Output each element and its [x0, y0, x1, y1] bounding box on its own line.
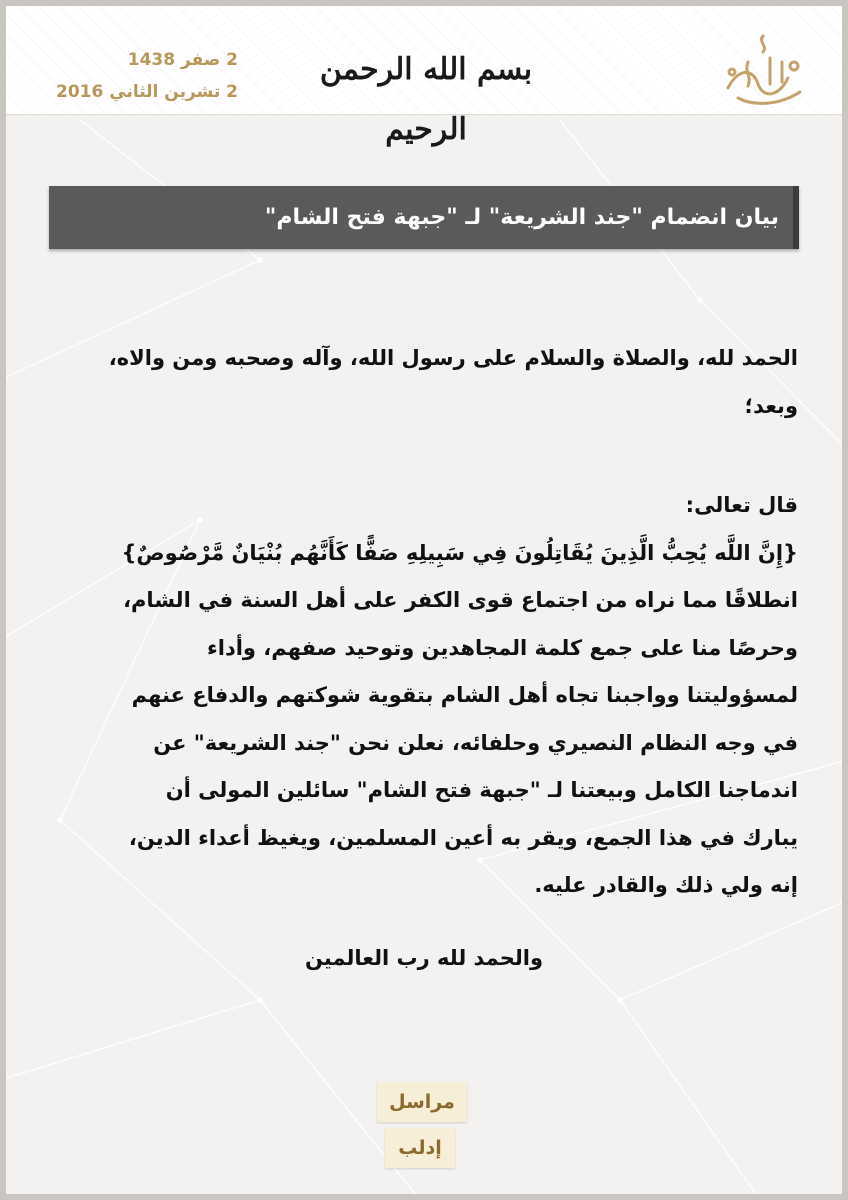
date-gregorian: 2 تشرين الثاني 2016: [56, 82, 238, 102]
letterhead: [6, 6, 842, 147]
location-badge: إدلب: [385, 1128, 455, 1168]
quran-verse: {إِنَّ اللَّه يُحِبُّ الَّذِينَ يُقَاتِلُونَ فِي سَبِيلِهِ صَفًّا كَأَنَّهُم بُنْيَانٌ مَّرْصُوصٌ}: [121, 540, 798, 565]
body-line: اندماجنا الكامل وبيعتنا لـ "جبهة فتح الشام" سائلين المولى أن: [165, 778, 798, 802]
opening-line: الحمد لله، والصلاة والسلام على رسول الله، وآله وصحبه ومن والاه،: [108, 346, 798, 370]
closing-line: والحمد لله رب العالمين: [304, 946, 544, 970]
correspondent-badge: مراسل: [377, 1082, 467, 1122]
body-line: في وجه النظام النصيري وحلفائه، نعلن نحن "جند الشريعة" عن: [153, 730, 798, 755]
body-line: وحرصًا منا على جمع كلمة المجاهدين وتوحيد صفهم، وأداء: [207, 635, 798, 660]
opening-line: وبعد؛: [744, 394, 798, 418]
quote-intro: قال تعالى:: [685, 493, 798, 517]
body-line: لمسؤوليتنا وواجبنا تجاه أهل الشام بتقوية شوكتهم والدفاع عنهم: [131, 683, 798, 707]
date-hijri: 2 صفر 1438: [127, 50, 238, 70]
body-line: إنه ولي ذلك والقادر عليه.: [534, 873, 798, 897]
statement-title: بيان انضمام "جند الشريعة" لـ "جبهة فتح الشام": [264, 205, 779, 230]
main-paragraph: [52, 482, 798, 910]
basmala-calligraphy: بسم الله الرحمن الرحيم: [319, 52, 533, 147]
organization-logo: [708, 28, 818, 114]
body-line: يبارك في هذا الجمع، ويقر به أعين المسلمين، ويغيظ أعداء الدين،: [128, 825, 798, 850]
statement-title-bar: [49, 186, 799, 249]
opening-paragraph: [52, 334, 798, 430]
body-line: انطلاقًا مما نراه من اجتماع قوى الكفر على أهل السنة في الشام،: [123, 588, 798, 612]
